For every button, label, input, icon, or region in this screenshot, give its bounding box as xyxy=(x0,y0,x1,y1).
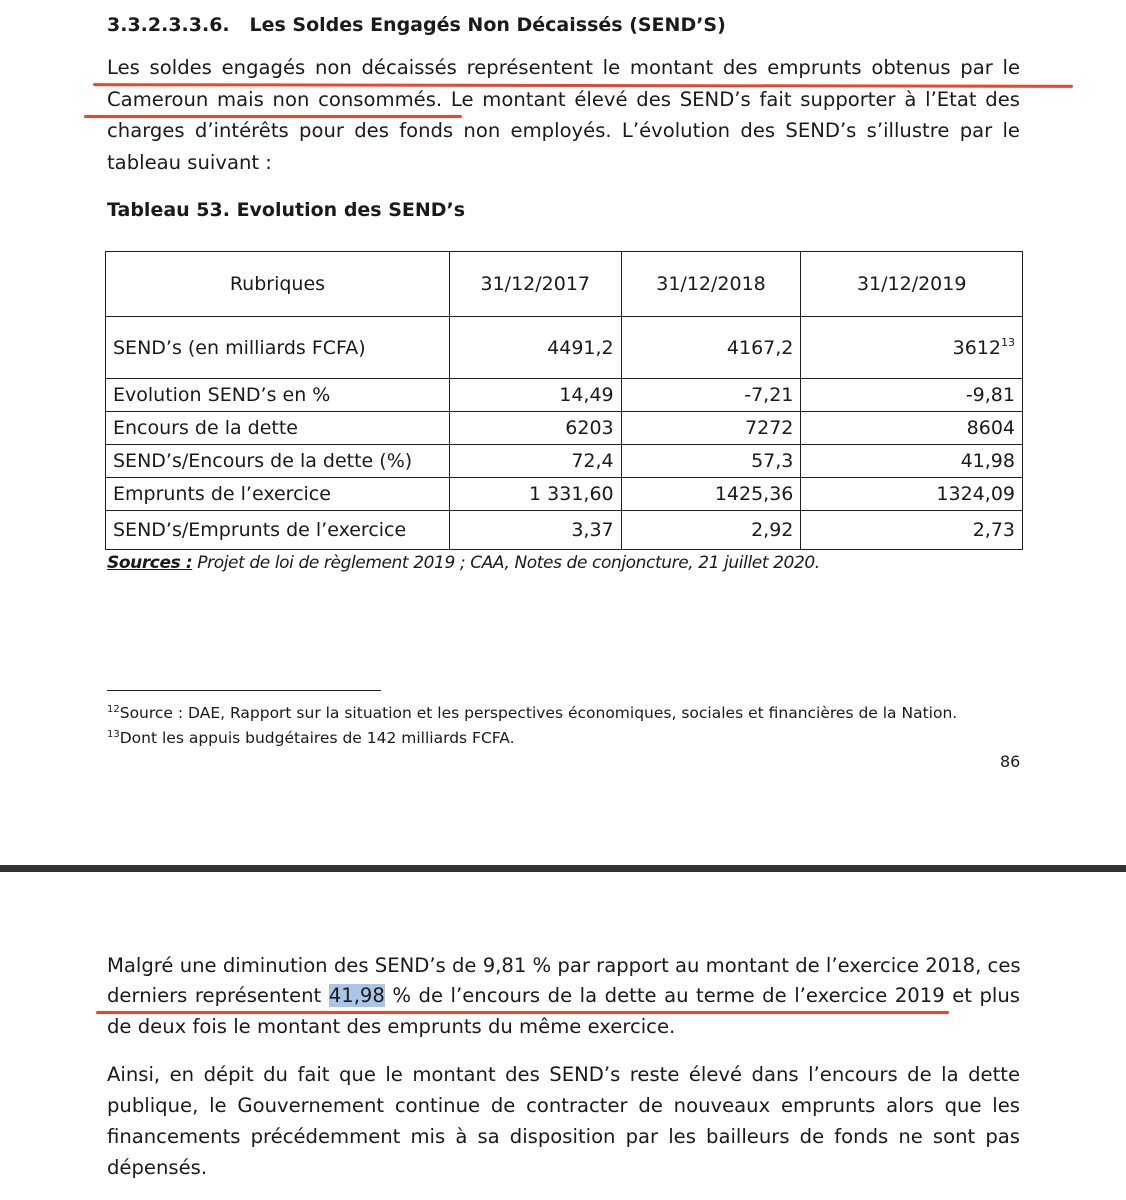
p1-line-3: de deux fois le montant des emprunts du même exercice. xyxy=(107,1015,676,1038)
footnote-text: Source : DAE, Rapport sur la situation et les perspectives économiques, sociales et financières de la Nation. xyxy=(119,704,958,722)
section-heading xyxy=(107,14,726,36)
p2-line-3: financements précédemment mis à sa disposition par les bailleurs de fonds ne sont pas xyxy=(107,1125,1020,1148)
row-label: Encours de la dette xyxy=(106,412,450,445)
table-header: 31/12/2018 xyxy=(621,252,801,317)
annotation-underline xyxy=(84,115,462,118)
cell-2017: 72,4 xyxy=(449,445,621,478)
p1-line-1: Malgré une diminution des SEND’s de 9,81 % par rapport au montant de l’exercice 2018, ces xyxy=(107,954,1021,977)
cell-2017: 1 331,60 xyxy=(449,478,621,511)
annotation-underline xyxy=(96,1011,949,1014)
p2-line-4: dépensés. xyxy=(107,1156,208,1179)
cell-2019: 3612$^{13}$ xyxy=(801,317,1023,379)
table-row xyxy=(106,317,1023,379)
intro-line-3: charges d’intérêts pour des fonds non employés. L’évolution des SEND’s s’illustre par le xyxy=(107,119,1020,142)
table-row xyxy=(106,511,1023,550)
table-header: 31/12/2019 xyxy=(801,252,1023,317)
send-table xyxy=(105,251,1023,550)
cell-2018: 7272 xyxy=(621,412,801,445)
cell-2018: 2,92 xyxy=(621,511,801,550)
row-label: Emprunts de l’exercice xyxy=(106,478,450,511)
cell-2017: 3,37 xyxy=(449,511,621,550)
intro-line-1: Les soldes engagés non décaissés représentent le montant des emprunts obtenus par le xyxy=(107,56,1020,79)
cell-2019: -9,81 xyxy=(801,379,1023,412)
p1-line-2: derniers représentent 41,98 % de l’encours de la dette au terme de l’exercice 2019 et plus xyxy=(107,984,1020,1007)
footnote-separator xyxy=(107,690,381,691)
cell-2019: 41,98 xyxy=(801,445,1023,478)
footnote-number: 12 xyxy=(107,704,120,715)
highlighted-value: 41,98 xyxy=(328,984,385,1007)
cell-2018: -7,21 xyxy=(621,379,801,412)
row-label: SEND’s (en milliards FCFA) xyxy=(106,317,450,379)
cell-2017: 6203 xyxy=(449,412,621,445)
table-row xyxy=(106,445,1023,478)
intro-line-4: tableau suivant : xyxy=(107,151,272,174)
table-header: Rubriques xyxy=(106,252,450,317)
sources-text: Projet de loi de règlement 2019 ; CAA, Notes de conjoncture, 21 juillet 2020. xyxy=(192,553,820,573)
page-divider xyxy=(0,865,1126,872)
cell-2019: 1324,09 xyxy=(801,478,1023,511)
cell-2018: 4167,2 xyxy=(621,317,801,379)
row-label: Evolution SEND’s en % xyxy=(106,379,450,412)
sources-label: Sources : xyxy=(107,553,193,573)
footnote-text: Dont les appuis budgétaires de 142 milliards FCFA. xyxy=(119,729,515,747)
table-title: Tableau 53. Evolution des SEND’s xyxy=(107,199,466,221)
table-header: 31/12/2017 xyxy=(449,252,621,317)
footnote-number: 13 xyxy=(107,729,120,740)
row-label: SEND’s/Emprunts de l’exercice xyxy=(106,511,450,550)
cell-2018: 1425,36 xyxy=(621,478,801,511)
cell-2019: 2,73 xyxy=(801,511,1023,550)
cell-2017: 4491,2 xyxy=(449,317,621,379)
section-number: 3.3.2.3.3.6. xyxy=(107,14,230,36)
cell-2018: 57,3 xyxy=(621,445,801,478)
table-sources xyxy=(107,553,820,573)
intro-line-2: Cameroun mais non consommés. Le montant élevé des SEND’s fait supporter à l’Etat des xyxy=(107,88,1020,111)
table-header-row xyxy=(106,252,1023,317)
row-label: SEND’s/Encours de la dette (%) xyxy=(106,445,450,478)
table-row xyxy=(106,412,1023,445)
footnote-ref: 13 xyxy=(1001,336,1015,349)
cell-2017: 14,49 xyxy=(449,379,621,412)
section-title: Les Soldes Engagés Non Décaissés (SEND’S) xyxy=(249,14,726,36)
page-number: 86 xyxy=(1000,752,1021,771)
cell-2019: 8604 xyxy=(801,412,1023,445)
footnote xyxy=(107,729,515,747)
p2-line-2: publique, le Gouvernement continue de contracter de nouveaux emprunts alors que les xyxy=(107,1094,1020,1117)
table-row xyxy=(106,478,1023,511)
footnote xyxy=(107,704,957,722)
p2-line-1: Ainsi, en dépit du fait que le montant des SEND’s reste élevé dans l’encours de la dette xyxy=(107,1063,1020,1086)
table-row xyxy=(106,379,1023,412)
